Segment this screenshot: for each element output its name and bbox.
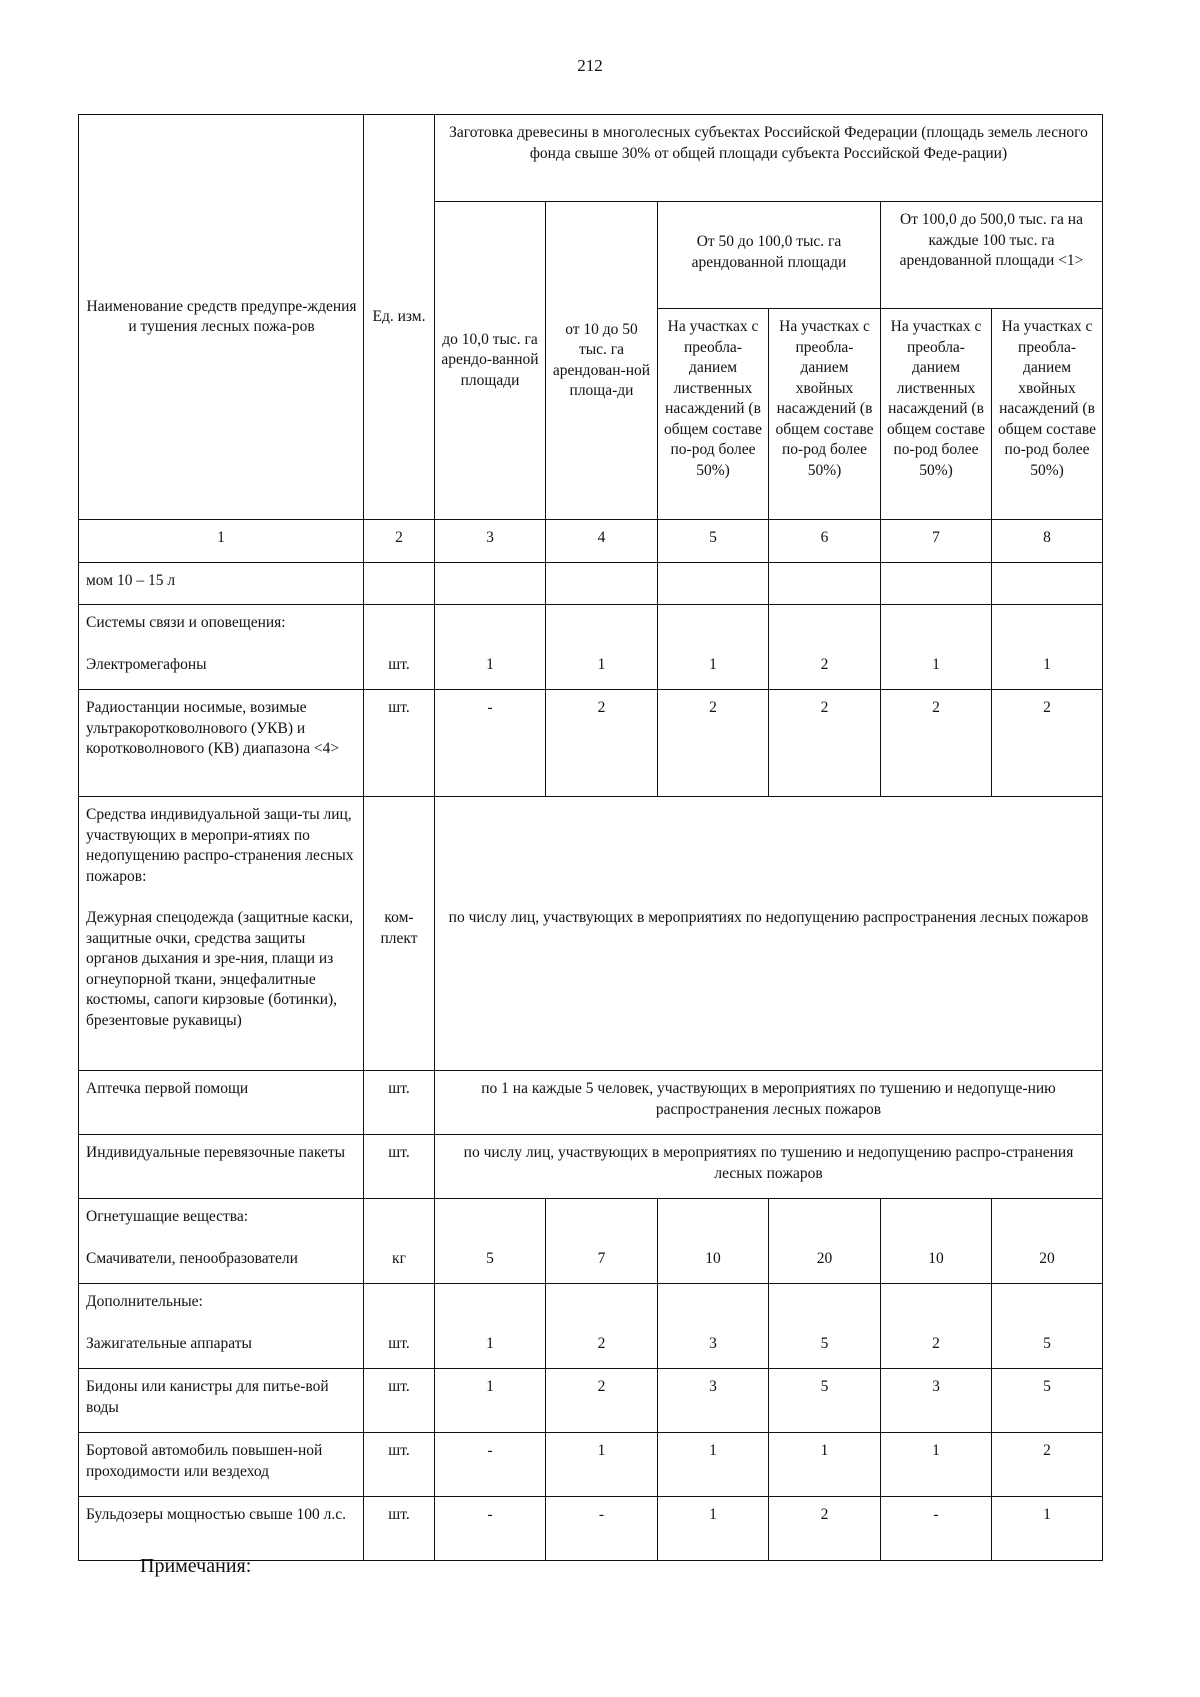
item-name: Дежурная спецодежда (защитные каски, защитные очки, средства защиты органов дыхания и зре-ния, плащи из огнеупорной ткани, энцефалитные костюмы, сапоги кирзовые (ботинки), брезентовые рукавицы) bbox=[86, 909, 354, 1029]
section-title: Огнетушащие вещества: bbox=[86, 1208, 249, 1225]
row-value: - bbox=[881, 1497, 992, 1561]
row-name bbox=[79, 1284, 364, 1369]
col-number: 7 bbox=[881, 520, 992, 563]
row-name bbox=[79, 605, 364, 690]
row-value: 5 bbox=[769, 1369, 881, 1433]
row-value: 3 bbox=[658, 1284, 769, 1369]
row-value: 2 bbox=[769, 605, 881, 690]
row-value: - bbox=[435, 1497, 546, 1561]
table-row bbox=[79, 563, 1103, 605]
row-value: 1 bbox=[881, 605, 992, 690]
row-value: 2 bbox=[769, 1497, 881, 1561]
row-value: 5 bbox=[435, 1199, 546, 1284]
table-row bbox=[79, 1369, 1103, 1433]
row-name: Радиостанции носимые, возимые ультракоротковолнового (УКВ) и коротковолнового (КВ) диапазона <4> bbox=[79, 690, 364, 797]
row-unit: ком-плект bbox=[364, 797, 435, 1071]
row-name bbox=[79, 797, 364, 1071]
row-name: Аптечка первой помощи bbox=[79, 1071, 364, 1135]
row-value: 1 bbox=[546, 1433, 658, 1497]
row-value: 2 bbox=[546, 1284, 658, 1369]
header-col5: На участках с преобла-данием лиственных насаждений (в общем составе по-род более 50%) bbox=[658, 309, 769, 520]
equipment-table bbox=[78, 114, 1103, 1561]
table-row bbox=[79, 1433, 1103, 1497]
row-merged-value: по числу лиц, участвующих в мероприятиях по недопущению распространения лесных пожаров bbox=[435, 797, 1103, 1071]
row-value: - bbox=[546, 1497, 658, 1561]
table-row bbox=[79, 690, 1103, 797]
table-row bbox=[79, 797, 1103, 1071]
row-unit: шт. bbox=[364, 1433, 435, 1497]
row-merged-value: по 1 на каждые 5 человек, участвующих в мероприятиях по тушению и недопуще-нию распространения лесных пожаров bbox=[435, 1071, 1103, 1135]
section-title: Системы связи и оповещения: bbox=[86, 614, 286, 631]
row-unit: шт. bbox=[364, 1497, 435, 1561]
item-name: Электромегафоны bbox=[86, 655, 207, 673]
section-title: Средства индивидуальной защи-ты лиц, участвующих в меропри-ятиях по недопущению распро-странения лесных пожаров: bbox=[86, 806, 354, 885]
row-value: 20 bbox=[769, 1199, 881, 1284]
row-value: 1 bbox=[658, 1433, 769, 1497]
row-value: 1 bbox=[435, 605, 546, 690]
header-group-7-8: От 100,0 до 500,0 тыс. га на каждые 100 тыс. га арендованной площади <1> bbox=[881, 202, 1103, 309]
header-group-title: Заготовка древесины в многолесных субъектах Российской Федерации (площадь земель лесного фонда свыше 30% от общей площади субъекта Российской Феде-рации) bbox=[435, 115, 1103, 202]
col-number: 4 bbox=[546, 520, 658, 563]
header-col6: На участках с преобла-данием хвойных насаждений (в общем составе по-род более 50%) bbox=[769, 309, 881, 520]
row-value: 2 bbox=[546, 690, 658, 797]
row-value: 2 bbox=[881, 690, 992, 797]
row-value: 1 bbox=[546, 605, 658, 690]
header-group-5-6: От 50 до 100,0 тыс. га арендованной площади bbox=[658, 202, 881, 309]
column-numbers-row bbox=[79, 520, 1103, 563]
row-value: 3 bbox=[881, 1369, 992, 1433]
table-row bbox=[79, 1199, 1103, 1284]
table-row bbox=[79, 1497, 1103, 1561]
col-number: 6 bbox=[769, 520, 881, 563]
col-number: 3 bbox=[435, 520, 546, 563]
row-value: 2 bbox=[992, 1433, 1103, 1497]
row-value: 2 bbox=[769, 690, 881, 797]
header-col4: от 10 до 50 тыс. га арендован-ной площа-ди bbox=[546, 202, 658, 520]
header-col-name: Наименование средств предупре-ждения и тушения лесных пожа-ров bbox=[79, 115, 364, 520]
row-name bbox=[79, 1199, 364, 1284]
header-col7: На участках с преобла-данием лиственных насаждений (в общем составе по-род более 50%) bbox=[881, 309, 992, 520]
row-unit: шт. bbox=[364, 1369, 435, 1433]
row-unit: шт. bbox=[364, 605, 435, 690]
row-value: 10 bbox=[881, 1199, 992, 1284]
row-name: мом 10 – 15 л bbox=[79, 563, 364, 605]
row-name: Индивидуальные перевязочные пакеты bbox=[79, 1135, 364, 1199]
col-number: 5 bbox=[658, 520, 769, 563]
row-value: 10 bbox=[658, 1199, 769, 1284]
row-unit: шт. bbox=[364, 1071, 435, 1135]
header-col8: На участках с преобла-данием хвойных насаждений (в общем составе по-род более 50%) bbox=[992, 309, 1103, 520]
row-value: 2 bbox=[546, 1369, 658, 1433]
row-value: 1 bbox=[992, 1497, 1103, 1561]
col-number: 1 bbox=[79, 520, 364, 563]
header-col3: до 10,0 тыс. га арендо-ванной площади bbox=[435, 202, 546, 520]
row-unit: шт. bbox=[364, 1284, 435, 1369]
row-value: 3 bbox=[658, 1369, 769, 1433]
row-value: - bbox=[435, 690, 546, 797]
table-row bbox=[79, 605, 1103, 690]
row-merged-value: по числу лиц, участвующих в мероприятиях по тушению и недопущению распро-странения лесных пожаров bbox=[435, 1135, 1103, 1199]
row-value: 20 bbox=[992, 1199, 1103, 1284]
row-value: 7 bbox=[546, 1199, 658, 1284]
row-value: 2 bbox=[992, 690, 1103, 797]
table-row bbox=[79, 1135, 1103, 1199]
notes-label: Примечания: bbox=[140, 1555, 252, 1577]
row-value: 1 bbox=[435, 1284, 546, 1369]
row-value: 1 bbox=[658, 605, 769, 690]
table-row bbox=[79, 1071, 1103, 1135]
row-unit: шт. bbox=[364, 690, 435, 797]
row-name: Бульдозеры мощностью свыше 100 л.с. bbox=[79, 1497, 364, 1561]
page-number: 212 bbox=[577, 56, 603, 75]
section-title: Дополнительные: bbox=[86, 1293, 203, 1310]
row-unit: кг bbox=[364, 1199, 435, 1284]
row-value: 1 bbox=[658, 1497, 769, 1561]
item-name: Зажигательные аппараты bbox=[86, 1334, 252, 1352]
row-value: 1 bbox=[992, 605, 1103, 690]
row-name: Бортовой автомобиль повышен-ной проходимости или вездеход bbox=[79, 1433, 364, 1497]
col-number: 2 bbox=[364, 520, 435, 563]
row-value: 2 bbox=[881, 1284, 992, 1369]
row-name: Бидоны или канистры для питье-вой воды bbox=[79, 1369, 364, 1433]
row-value: 1 bbox=[881, 1433, 992, 1497]
header-col-unit: Ед. изм. bbox=[364, 115, 435, 520]
row-value: 5 bbox=[769, 1284, 881, 1369]
col-number: 8 bbox=[992, 520, 1103, 563]
row-value: - bbox=[435, 1433, 546, 1497]
row-unit: шт. bbox=[364, 1135, 435, 1199]
row-value: 1 bbox=[769, 1433, 881, 1497]
item-name: Смачиватели, пенообразователи bbox=[86, 1249, 298, 1267]
row-value: 1 bbox=[435, 1369, 546, 1433]
row-value: 5 bbox=[992, 1284, 1103, 1369]
row-value: 2 bbox=[658, 690, 769, 797]
table-row bbox=[79, 1284, 1103, 1369]
row-value: 5 bbox=[992, 1369, 1103, 1433]
